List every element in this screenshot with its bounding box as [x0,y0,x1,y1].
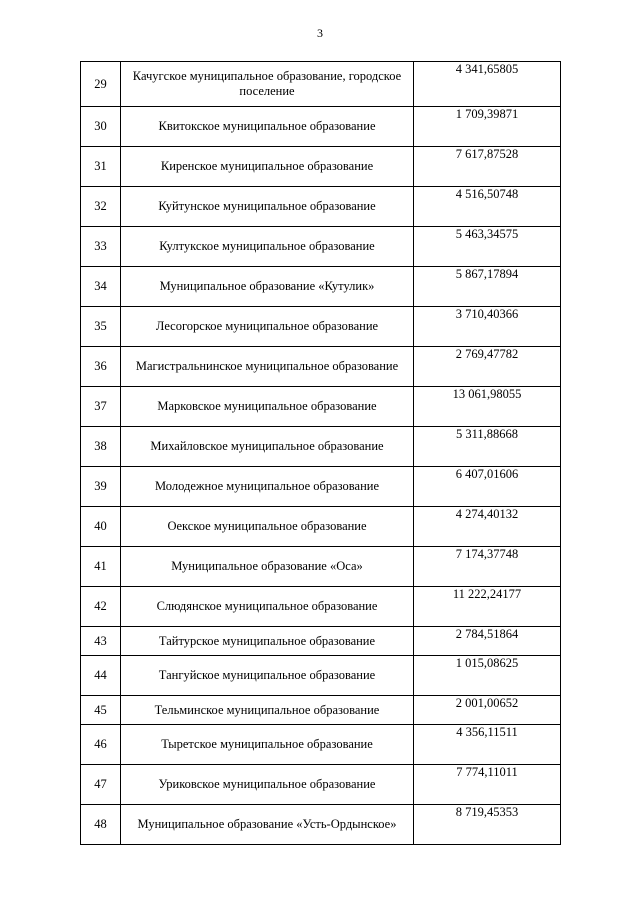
amount-value: 7 774,11011 [414,765,561,805]
municipality-name: Култукское муниципальное образование [121,227,414,267]
amount-value: 3 710,40366 [414,307,561,347]
amount-value: 11 222,24177 [414,587,561,627]
row-number: 29 [81,62,121,107]
row-number: 31 [81,147,121,187]
municipality-name: Тельминское муниципальное образование [121,696,414,725]
table-row [81,627,561,656]
amount-value: 4 356,11511 [414,725,561,765]
row-number: 39 [81,467,121,507]
amount-value: 13 061,98055 [414,387,561,427]
table-row [81,107,561,147]
municipality-name: Оекское муниципальное образование [121,507,414,547]
amount-value: 2 001,00652 [414,696,561,725]
table-row [81,62,561,107]
municipality-name: Слюдянское муниципальное образование [121,587,414,627]
table-row [81,547,561,587]
table-body [81,62,561,845]
row-number: 35 [81,307,121,347]
row-number: 36 [81,347,121,387]
municipality-name: Магистральнинское муниципальное образование [121,347,414,387]
municipality-name: Тангуйское муниципальное образование [121,656,414,696]
table-row [81,307,561,347]
municipality-name: Уриковское муниципальное образование [121,765,414,805]
table-row [81,696,561,725]
amount-value: 2 784,51864 [414,627,561,656]
row-number: 40 [81,507,121,547]
row-number: 41 [81,547,121,587]
amount-value: 8 719,45353 [414,805,561,845]
row-number: 45 [81,696,121,725]
row-number: 32 [81,187,121,227]
row-number: 43 [81,627,121,656]
municipality-name: Марковское муниципальное образование [121,387,414,427]
municipality-name: Муниципальное образование «Усть-Ордынское» [121,805,414,845]
amount-value: 4 341,65805 [414,62,561,107]
municipality-name: Квитокское муниципальное образование [121,107,414,147]
table-row [81,187,561,227]
row-number: 48 [81,805,121,845]
amount-value: 1 709,39871 [414,107,561,147]
table-row [81,387,561,427]
municipality-name: Качугское муниципальное образование, городское поселение [121,62,414,107]
municipality-name: Молодежное муниципальное образование [121,467,414,507]
row-number: 34 [81,267,121,307]
amount-value: 5 311,88668 [414,427,561,467]
row-number: 37 [81,387,121,427]
municipality-name: Тайтурское муниципальное образование [121,627,414,656]
amount-value: 7 617,87528 [414,147,561,187]
table-row [81,656,561,696]
row-number: 33 [81,227,121,267]
amount-value: 1 015,08625 [414,656,561,696]
municipality-name: Киренское муниципальное образование [121,147,414,187]
page-number: 3 [317,26,323,40]
row-number: 38 [81,427,121,467]
row-number: 30 [81,107,121,147]
row-number: 46 [81,725,121,765]
table-row [81,467,561,507]
municipality-name: Лесогорское муниципальное образование [121,307,414,347]
amount-value: 7 174,37748 [414,547,561,587]
table-row [81,147,561,187]
amount-value: 2 769,47782 [414,347,561,387]
table-row [81,227,561,267]
table-row [81,427,561,467]
table-row [81,765,561,805]
municipality-name: Муниципальное образование «Оса» [121,547,414,587]
table-row [81,507,561,547]
table-row [81,347,561,387]
amount-value: 5 463,34575 [414,227,561,267]
table-row [81,267,561,307]
municipality-name: Муниципальное образование «Кутулик» [121,267,414,307]
allocation-table [80,61,561,845]
amount-value: 4 516,50748 [414,187,561,227]
row-number: 44 [81,656,121,696]
table-row [81,587,561,627]
table-row [81,725,561,765]
table-row [81,805,561,845]
municipality-name: Куйтунское муниципальное образование [121,187,414,227]
municipality-name: Тыретское муниципальное образование [121,725,414,765]
amount-value: 5 867,17894 [414,267,561,307]
amount-value: 6 407,01606 [414,467,561,507]
amount-value: 4 274,40132 [414,507,561,547]
row-number: 42 [81,587,121,627]
municipality-name: Михайловское муниципальное образование [121,427,414,467]
row-number: 47 [81,765,121,805]
